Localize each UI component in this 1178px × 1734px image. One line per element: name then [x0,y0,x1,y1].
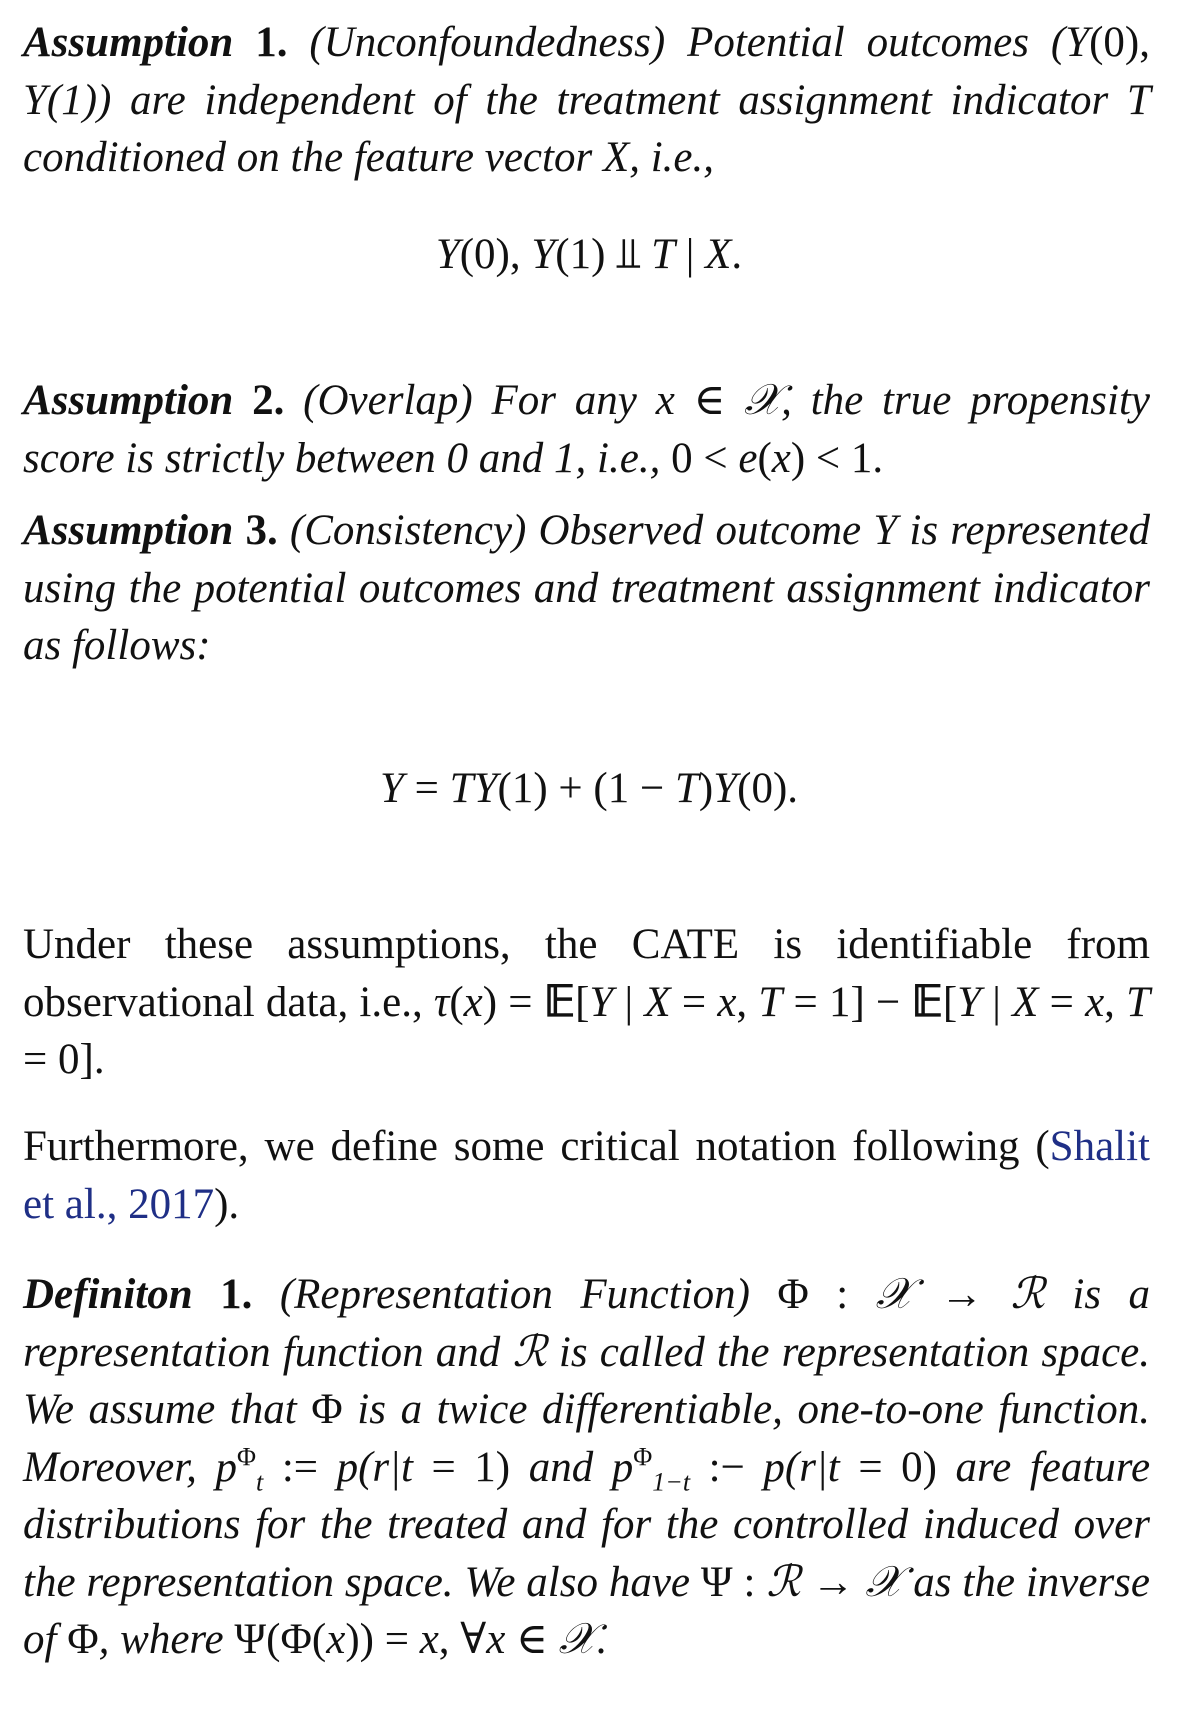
math-var: Y [1065,19,1090,66]
math-text: = 1] − [782,978,912,1026]
math-var: T [758,978,783,1026]
math-text: ( [757,434,772,482]
definition-1-text: are feature distributions for the treated and for the controlled induced over the representation space. We also have [23,1443,1151,1606]
math-text: (0), [459,231,532,278]
math-text: (1) + (1 − [497,765,675,812]
math-var: p [215,1443,237,1491]
math-var: x [486,1616,506,1663]
math-text: [ [942,978,958,1026]
assumption-3-number: 3. [245,507,278,554]
citation-link[interactable]: Shalit et al., 2017 [23,1123,1150,1228]
assumption-3-text: is represented using the potential outcomes and treatment assignment indicator as follows: [23,507,1151,669]
math-var: X [602,134,630,181]
math-sup: Φ [633,1442,653,1472]
math-var: x [771,434,791,482]
math-text: , ∀ [438,1616,487,1663]
math-var: Φ [311,1386,343,1433]
math-text: | [981,978,1013,1026]
math-var: Y [589,978,614,1026]
math-text: )) = [345,1616,420,1663]
math-var: Ψ [234,1616,267,1663]
math-var: x [655,377,675,424]
math-var: Φ [280,1616,312,1663]
math-var: τ [433,978,450,1026]
math-var: 𝒳 [558,1614,596,1664]
math-text: (0). [737,765,799,812]
definition-1-text: is a representation function and [23,1271,1151,1376]
math-text: = 1) [412,1443,529,1491]
assumption-1-text: Potential outcomes ( [687,19,1066,66]
math-var: T [651,231,676,278]
math-var: T [1126,978,1151,1026]
paragraph-text: Furthermore, we define some critical notation following ( [23,1123,1050,1170]
math-text: = [403,765,450,812]
math-var: x [1085,978,1105,1026]
math-var: ℛ [512,1326,547,1377]
math-text: ( [266,1616,281,1663]
math-text: → [912,1271,1011,1318]
math-text: ) < 1. [790,434,884,482]
equation-consistency [0,760,1178,817]
math-var: X [1012,978,1039,1026]
assumption-2 [23,372,1150,487]
math-var: e [738,434,758,482]
assumption-2-title: (Overlap) [303,377,473,424]
math-text: | [613,978,645,1026]
math-text: ∈ [505,1616,559,1663]
definition-1-number: 1. [220,1271,253,1318]
math-var: p [336,1443,359,1491]
assumption-1-label: Assumption [23,19,234,66]
assumption-1-title: (Unconfoundedness) [309,19,666,66]
math-var: p [611,1443,634,1491]
math-var: 𝒳 [744,375,782,425]
assumption-1 [23,14,1150,187]
assumption-2-number: 2. [252,377,285,424]
math-text: [ [575,978,590,1026]
definition-1-text: , where [98,1616,235,1663]
assumption-2-label: Assumption [23,377,234,424]
assumption-3-title: (Consistency) [289,507,527,554]
math-sup: Φ [237,1442,257,1472]
math-sub: t [256,1467,264,1497]
assumption-1-text: conditioned on the feature vector [23,134,603,181]
math-var: x [463,978,483,1026]
definition-1-text: as the inverse of [23,1558,1151,1663]
definition-1 [23,1266,1150,1669]
paragraph-cate [23,916,1150,1089]
math-text: (1) ⫫ [555,231,652,278]
math-var: Y [379,765,404,812]
math-text: = 0) [839,1443,956,1491]
math-var: 𝔼 [543,978,576,1026]
math-var: ℛ [766,1556,801,1607]
math-var: T [674,765,699,812]
math-text: | [675,231,706,278]
math-text: , [1104,978,1127,1026]
math-text: , [736,978,759,1026]
math-var: (r|t [358,1443,413,1491]
math-var: Y [531,231,556,278]
math-text: = 0]. [23,1036,105,1083]
math-var: Φ [777,1271,809,1318]
math-var: p [763,1443,785,1491]
definition-1-text: and [528,1443,594,1491]
math-var: TY [449,765,498,812]
assumption-1-text: (1)) are independent of the treatment assignment indicator [46,76,1127,124]
math-text: : [732,1558,767,1606]
math-text: (0), [1089,19,1150,66]
math-var: Y [23,76,47,124]
math-text: . [731,231,743,278]
math-text: : [808,1271,876,1318]
math-text: := [263,1443,337,1491]
math-text: = [670,978,718,1026]
math-text: ) [698,765,714,812]
math-text: 0 < [671,434,739,482]
definition-1-text: is a twice differentiable, one-to-one function. Moreover, [23,1386,1150,1491]
assumption-3-text: Observed outcome [538,507,874,554]
paragraph-text: Under these assumptions, the CATE is identifiable from observational data, i.e., [23,921,1150,1026]
math-text: → [800,1558,866,1606]
math-text: = [1038,978,1086,1026]
paragraph-notation [23,1118,1150,1233]
math-var: x [419,1616,439,1663]
assumption-2-text: For any [491,377,656,424]
math-var: Y [957,978,982,1026]
math-var: (r|t [784,1443,840,1491]
assumption-3-label: Assumption [23,507,234,554]
math-text: . [595,1616,607,1663]
math-var: 𝒳 [875,1269,913,1319]
math-var: X [644,978,671,1026]
math-var: X [705,231,732,278]
math-var: 𝔼 [911,978,943,1026]
math-var: T [1126,76,1150,124]
math-var: Y [435,231,460,278]
math-var: 𝒳 [865,1556,903,1607]
paragraph-text: ). [214,1180,240,1228]
assumption-1-number: 1. [255,19,288,66]
math-var: x [326,1616,346,1663]
definition-1-label: Definiton [23,1271,193,1318]
math-var: Φ [67,1616,99,1663]
assumption-2-text: , the true propensity score is strictly between 0 and 1, i.e., [23,377,1151,482]
math-sub: 1−t [652,1467,691,1497]
math-var: Ψ [700,1558,733,1606]
math-var: Y [713,765,738,812]
assumption-3 [23,502,1150,675]
math-text: ( [449,978,464,1026]
math-text: ) = [482,978,544,1026]
math-var: Y [873,507,898,554]
math-text: :− [690,1443,764,1491]
definition-1-title: (Representation Function) [279,1271,750,1318]
definition-1-text: is called the representation space. We assume that [23,1328,1150,1433]
math-text: ∈ [674,377,745,424]
math-text: ( [311,1616,327,1663]
assumption-1-text: , i.e., [629,134,715,181]
math-var: x [717,978,737,1026]
equation-unconfoundedness [0,226,1178,283]
math-var: ℛ [1010,1269,1045,1319]
